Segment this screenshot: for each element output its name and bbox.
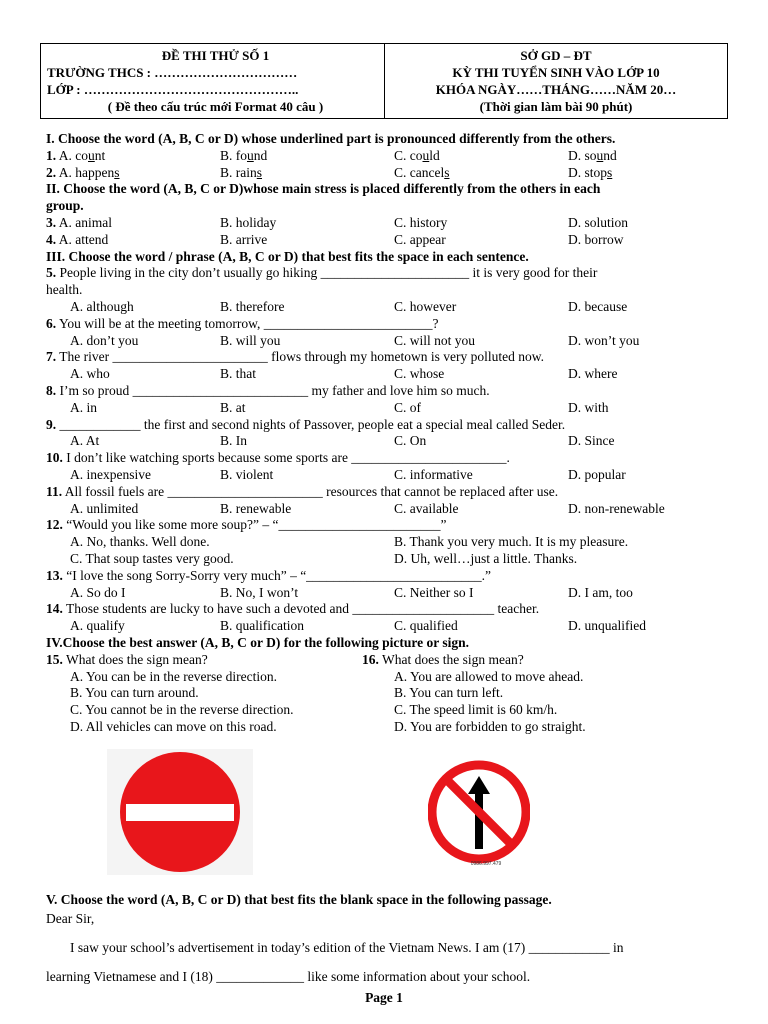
question-11-stem [46,484,726,501]
option-c: C. You cannot be in the reverse direction. [70,702,294,718]
no-entry-sign-icon [107,749,253,875]
question-9-options [46,433,726,450]
option-d: D. Since [568,433,615,449]
option-c: C. On [394,433,427,449]
option-c: C. qualified [394,618,458,634]
option-a: A. don’t you [70,332,139,348]
question-number: 15. [46,651,63,667]
option-a: A. who [70,366,110,382]
option-a: A. attend [58,231,109,247]
question-7-options [46,366,726,383]
option-c: C. appear [394,231,446,247]
question-number: 11. [46,483,63,499]
question-10-stem [46,450,726,467]
option-c: C. of [394,399,421,415]
question-number: 2. [46,164,57,180]
option-b: B. that [220,366,256,382]
option-c: C. That soup tastes very good. [70,550,234,566]
question-8-options [46,400,726,417]
question-text: Those students are lucky to have such a devoted and _____________________ teacher. [66,601,540,617]
question-1 [46,148,726,165]
signs-area [107,749,677,875]
option-c: C. history [394,214,448,230]
question-text: All fossil fuels are _______________________ resources that cannot be replaced after use. [64,483,559,499]
no-straight-ahead-sign-icon [428,749,530,875]
option-c: C. cancels [394,164,450,180]
question-text: You will be at the meeting tomorrow, _________________________? [59,315,439,331]
option-d: D. non-renewable [568,500,665,516]
question-number: 8. [46,382,57,398]
question-text: What does the sign mean? [66,651,208,667]
question-12-stem [46,517,726,534]
option-c: C. whose [394,366,445,382]
question-number: 1. [46,147,57,163]
option-d: D. popular [568,466,626,482]
question-8-stem [46,383,726,400]
option-b: B. therefore [220,298,285,314]
option-b: B. will you [220,332,281,348]
class-line: LỚP : ………………………………………….. [47,82,299,97]
question-11-options [46,501,726,518]
question-number: 10. [46,450,63,466]
option-b: B. violent [220,466,274,482]
question-13-stem [46,568,726,585]
passage-section [46,892,726,986]
department: SỞ GD – ĐT [520,48,592,63]
section-4-heading: IV.Choose the best answer (A, B, C or D) for the following picture or sign. [46,634,470,650]
option-b: B. You can turn around. [70,685,199,701]
passage-greeting: Dear Sir, [46,910,95,926]
option-b: B. arrive [220,231,268,247]
question-number: 13. [46,567,63,583]
option-b: B. holiday [220,214,277,230]
question-13-options [46,585,726,602]
option-d: D. with [568,399,609,415]
option-d: D. stops [568,164,613,180]
option-a: A. count [58,147,106,163]
question-text: The river _______________________ flows through my hometown is very polluted now. [59,349,544,365]
question-3 [46,215,726,232]
question-text: “I love the song Sorry-Sorry very much” – “__________________________.” [66,567,492,583]
exam-date: KHÓA NGÀY……THÁNG……NĂM 20… [435,82,677,97]
option-b: B. found [220,147,268,163]
question-15-16-stems [46,652,726,669]
option-d: D. borrow [568,231,624,247]
question-6-stem [46,316,726,333]
option-c: C. could [394,147,440,163]
question-text: What does the sign mean? [382,651,524,667]
option-b: B. You can turn left. [394,685,504,701]
option-d: D. where [568,366,618,382]
option-c: C. informative [394,466,473,482]
header-left [41,44,385,118]
question-9-stem [46,417,726,434]
question-5-stem-cont: health. [46,282,83,298]
option-a: A. qualify [70,618,125,634]
question-number: 12. [46,517,63,533]
question-text: I don’t like watching sports because some sports are _______________________. [66,450,510,466]
option-c: C. The speed limit is 60 km/h. [394,702,558,718]
question-number: 14. [46,601,63,617]
option-d: D. I am, too [568,584,633,600]
question-2 [46,165,726,182]
option-a: A. So do I [70,584,126,600]
option-a: A. At [70,433,100,449]
exam-header [40,43,728,119]
question-number: 16. [362,651,379,667]
option-a: A. inexpensive [70,466,151,482]
option-d: D. solution [568,214,629,230]
option-a: A. No, thanks. Well done. [70,534,210,550]
question-12-options-row1 [46,534,726,551]
option-b: B. In [220,433,247,449]
question-number: 4. [46,231,57,247]
option-a: A. You are allowed to move ahead. [394,668,584,684]
exam-name: KỲ THI TUYỂN SINH VÀO LỚP 10 [452,65,660,80]
question-10-options [46,467,726,484]
section-5-heading: V. Choose the word (A, B, C or D) that best fits the blank space in the following passage. [46,892,552,907]
option-c: C. available [394,500,459,516]
question-number: 5. [46,265,57,281]
passage-line-2: learning Vietnamese and I (18) _____________ like some information about your school. [46,969,531,985]
question-number: 9. [46,416,57,432]
format-note: ( Đề theo cấu trúc mới Format 40 câu ) [107,99,324,114]
question-15-16-options-d [46,719,726,736]
question-number: 3. [46,214,57,230]
option-c: C. however [394,298,457,314]
section-2-heading: II. Choose the word (A, B, C or D)whose main stress is placed differently from the others in each [46,181,601,197]
question-text: I’m so proud __________________________ my father and love him so much. [59,382,490,398]
question-text: “Would you like some more soup?” – “________________________” [66,517,447,533]
page-number: Page 1 [365,990,403,1005]
question-6-options [46,333,726,350]
question-15-16-options-c [46,702,726,719]
exam-title: ĐỀ THI THỬ SỐ 1 [161,48,270,63]
option-a: A. happens [58,164,120,180]
section-2-heading-cont: group. [46,198,84,214]
option-b: B. qualification [220,618,304,634]
option-d: D. You are forbidden to go straight. [394,718,586,734]
question-7-stem [46,349,726,366]
option-d: D. All vehicles can move on this road. [70,718,277,734]
question-5-options [46,299,726,316]
option-a: A. in [70,399,97,415]
question-14-stem [46,601,726,618]
option-b: B. rains [220,164,263,180]
exam-body [46,131,726,736]
option-c: C. will not you [394,332,476,348]
option-b: B. at [220,399,246,415]
school-line: TRƯỜNG THCS : …………………………… [47,65,298,80]
question-number: 6. [46,315,57,331]
option-d: D. sound [568,147,617,163]
passage-line-1: I saw your school’s advertisement in today’s edition of the Vietnam News. I am (17) ____________ in [70,939,624,955]
option-b: B. Thank you very much. It is my pleasure. [394,534,629,550]
header-right [385,44,727,118]
option-a: A. although [70,298,134,314]
option-d: D. unqualified [568,618,646,634]
section-3-heading: III. Choose the word / phrase (A, B, C or D) that best fits the space in each sentence. [46,248,529,264]
question-5-stem [46,265,726,282]
option-a: A. unlimited [70,500,139,516]
question-15-16-options-a [46,669,726,686]
option-b: B. No, I won’t [220,584,299,600]
question-number: 7. [46,349,57,365]
sign-caption: 0986.997.479 [470,861,502,867]
option-d: D. won’t you [568,332,640,348]
question-4 [46,232,726,249]
option-b: B. renewable [220,500,292,516]
option-a: A. You can be in the reverse direction. [70,668,277,684]
question-14-options [46,618,726,635]
question-12-options-row2 [46,551,726,568]
question-15-16-options-b [46,685,726,702]
section-1-heading: I. Choose the word (A, B, C or D) whose underlined part is pronounced differently from the others. [46,131,616,146]
question-text: ____________ the first and second nights of Passover, people eat a special meal called Seder. [59,416,566,432]
option-c: C. Neither so I [394,584,474,600]
option-a: A. animal [58,214,113,230]
option-d: D. because [568,298,628,314]
question-text: People living in the city don’t usually go hiking ______________________ it is very good for their [59,265,598,281]
option-d: D. Uh, well…just a little. Thanks. [394,550,578,566]
exam-duration: (Thời gian làm bài 90 phút) [479,99,633,114]
